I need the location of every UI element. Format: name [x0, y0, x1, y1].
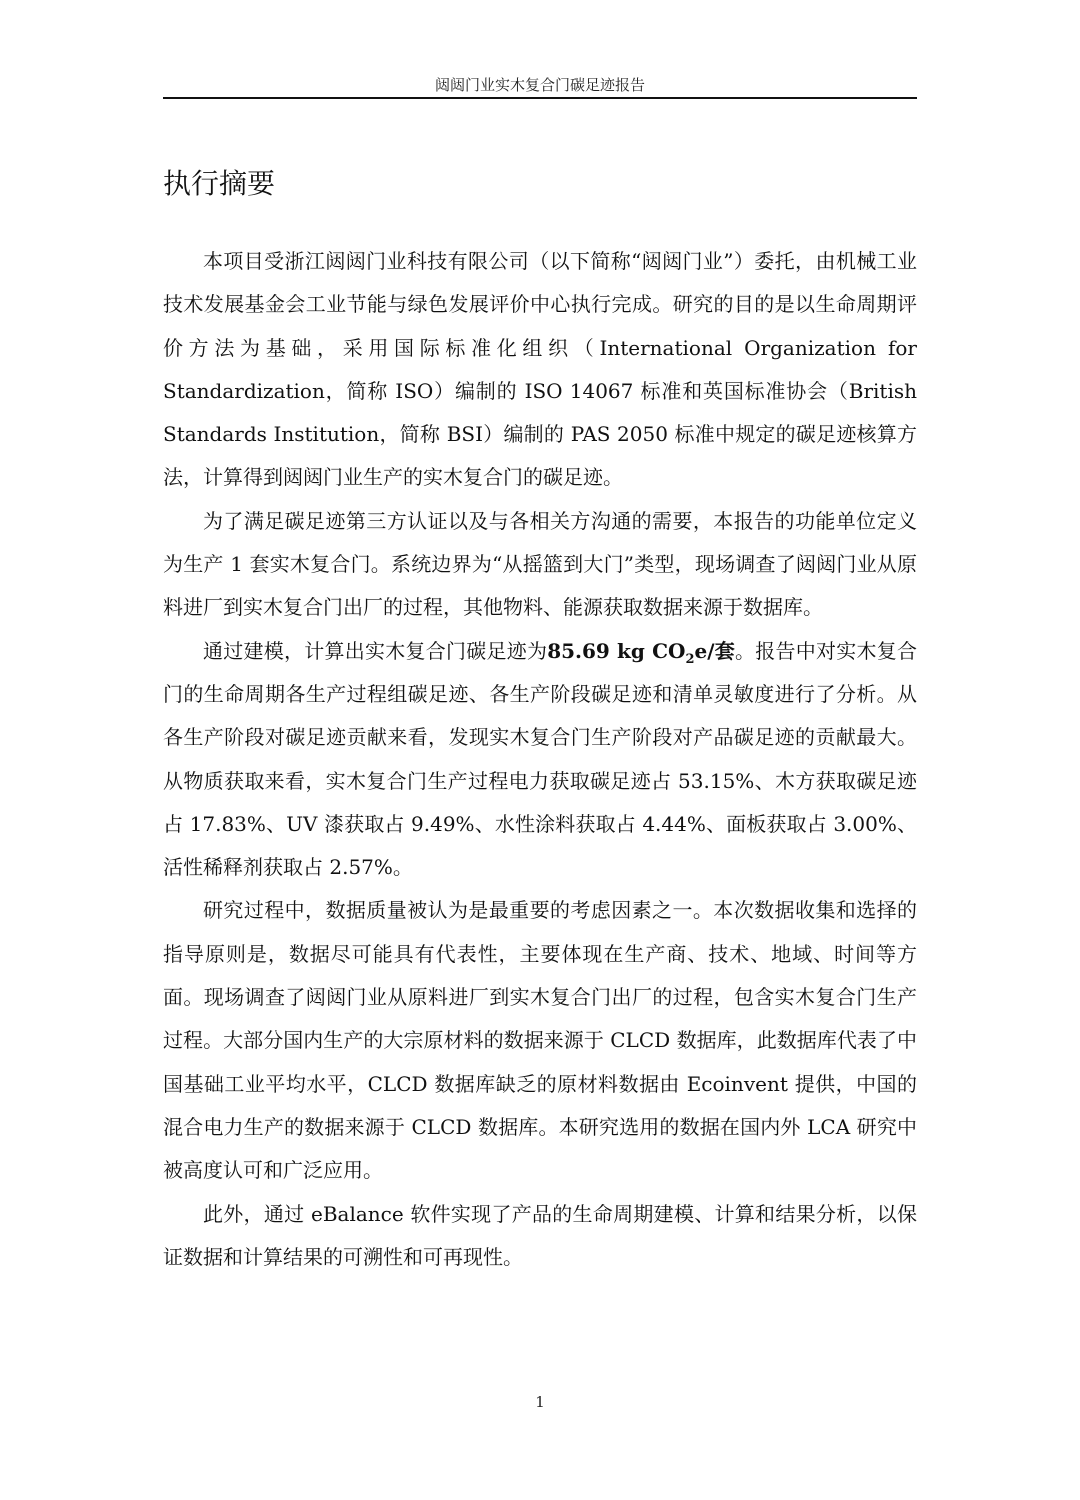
co2-subscript: 2: [685, 651, 695, 667]
paragraph-results: [163, 630, 917, 890]
carbon-footprint-number: 85.69 kg CO: [547, 638, 686, 663]
running-header: 闼闼门业实木复合门碳足迹报告: [434, 76, 645, 94]
paragraph-software: 此外，通过 eBalance 软件实现了产品的生命周期建模、计算和结果分析，以保证数据和计算结果的可溯性和可再现性。: [163, 1201, 917, 1269]
paragraph-data-quality: 研究过程中，数据质量被认为是最重要的考虑因素之一。本次数据收集和选择的指导原则是，数据尽可能具有代表性，主要体现在生产商、技术、地域、时间等方面。现场调查了闼闼门业从原料进厂到实木复合门出厂的过程，包含实木复合门生产过程。大部分国内生产的大宗原材料的数据来源于 CLCD 数据库，此数据库代表了中国基础工业平均水平，CLCD 数据库缺乏的原材料数据由 Ecoinvent 提供，中国的混合电力生产的数据来源于 CLCD 数据库。本研究选用的数据在国内外 LCA 研究中被高度认可和广泛应用。: [163, 898, 917, 1183]
paragraph-purpose: 本项目受浙江闼闼门业科技有限公司（以下简称“闼闼门业”）委托，由机械工业技术发展基金会工业节能与绿色发展评价中心执行完成。研究的目的是以生命周期评价方法为基础，采用国际标准化组织（International Organization for Standardization，简称 ISO）编制的 ISO 14067 标准和英国标准协会（British Standards Institution，简称 BSI）编制的 PAS 2050 标准中规定的碳足迹核算方法，计算得到闼闼门业生产的实木复合门的碳足迹。: [163, 249, 917, 490]
carbon-footprint-value: [547, 638, 736, 667]
header-divider: [163, 97, 917, 99]
results-analysis-text: 。报告中对实木复合门的生命周期各生产过程组碳足迹、各生产阶段碳足迹和清单灵敏度进行了分析。从各生产阶段对碳足迹贡献来看，发现实木复合门生产阶段对产品碳足迹的贡献最大。从物质获取来看，实木复合门生产过程电力获取碳足迹占 53.15%、木方获取碳足迹占 17.83%、UV 漆获取占 9.49%、水性涂料获取占 4.44%、面板获取占 3.00%、活性稀释剂获取占 2.57%。: [163, 638, 918, 880]
paragraph-scope: 为了满足碳足迹第三方认证以及与各相关方沟通的需要，本报告的功能单位定义为生产 1 套实木复合门。系统边界为“从摇篮到大门”类型，现场调查了闼闼门业从原料进厂到实木复合门出厂的过程，其他物料、能源获取数据来源于数据库。: [163, 508, 917, 620]
section-title: 执行摘要: [163, 167, 276, 200]
page-number: 1: [535, 1393, 545, 1411]
results-intro-text: 通过建模，计算出实木复合门碳足迹为: [203, 638, 548, 663]
body-text: [163, 240, 917, 1279]
carbon-footprint-unit: e/套: [694, 638, 736, 663]
